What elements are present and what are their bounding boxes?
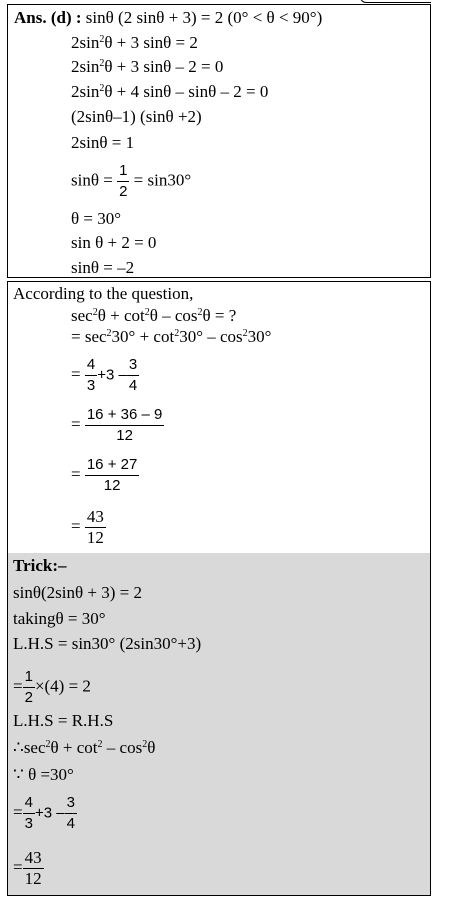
answer-label: Ans. (d) :: [14, 8, 82, 27]
fraction-half: $\frac{1}{2}$: [119, 162, 128, 200]
question-line-4: = $\frac{16 + 36 - 9}{12}$: [71, 406, 163, 444]
fraction-half-trick: $\frac{1}{2}$: [24, 668, 33, 706]
question-line-1: $\sec^2\theta + \cot^2\theta - \cos^2\theta$ = ?: [71, 306, 237, 325]
trick-line-6: $\therefore\sec^2\theta + \cot^2 - \cos^2\theta$: [13, 738, 156, 757]
answer-line-10: sinθ = –2: [71, 258, 135, 277]
question-line-5: = $\frac{16 + 27}{12}$: [71, 456, 138, 494]
previous-box-edge: [360, 0, 431, 3]
question-line-2: = $\sec^230^\circ + \cot^230^\circ - \cos^230^\circ$: [71, 327, 272, 346]
fraction-final: $\frac{43}{12}$: [86, 507, 104, 547]
fraction-sum-57: $\frac{16 + 36 - 9}{12}$: [86, 406, 163, 444]
answer-line-3: $2\sin^2\theta + 3$ sinθ – 2 = 0: [71, 57, 224, 76]
question-box: [7, 281, 431, 896]
answer-line-1: Ans. (d) : sinθ (2 sinθ + 3) = 2 (0° < θ < 90°): [14, 8, 323, 27]
fraction-final-trick: $\frac{43}{12}$: [24, 848, 42, 888]
answer-line-5: (2sinθ–1) (sinθ +2): [71, 107, 202, 126]
answer-line-9: sin θ + 2 = 0: [71, 233, 157, 252]
trick-line-8: = $\frac{4}{3}$ +3 – $\frac{3}{4}$: [13, 794, 75, 832]
question-intro: According to the question,: [13, 284, 194, 303]
trick-title: Trick:–: [13, 556, 67, 575]
question-line-6: = $\frac{43}{12}$: [71, 507, 104, 547]
trick-line-7: ∵ θ =30°: [13, 765, 74, 784]
answer-line-4: $2\sin^2\theta + 4$ sinθ – sinθ – 2 = 0: [71, 82, 269, 101]
trick-line-2: takingθ = 30°: [13, 609, 106, 628]
answer-box: [7, 4, 431, 278]
answer-line-7: sinθ = $\frac{1}{2}$ = sin30°: [71, 162, 192, 200]
fraction-four-thirds: $\frac{4}{3}$: [86, 356, 96, 394]
trick-line-3: L.H.S = sin30° (2sin30°+3): [13, 634, 202, 653]
answer-line-8: θ = 30°: [71, 209, 122, 228]
fraction-four-thirds-trick: $\frac{4}{3}$: [24, 794, 33, 832]
trick-line-1: sinθ(2sinθ + 3) = 2: [13, 583, 142, 602]
trick-line-4: = $\frac{1}{2}$ ×(4) = 2: [13, 668, 91, 706]
answer-line-2: $2\sin^2\theta + 3$ sinθ = 2: [71, 33, 198, 52]
trick-line-5: L.H.S = R.H.S: [13, 711, 114, 730]
trick-line-9: = $\frac{43}{12}$: [13, 848, 42, 888]
fraction-sum-43: $\frac{16 + 27}{12}$: [86, 456, 138, 494]
fraction-three-quarters: $\frac{3}{4}$: [128, 356, 138, 394]
question-line-3: = $\frac{4}{3}$ +3 – $\frac{3}{4}$: [71, 356, 138, 394]
fraction-three-quarters-trick: $\frac{3}{4}$: [66, 794, 75, 832]
answer-line-6: 2sinθ = 1: [71, 133, 135, 152]
